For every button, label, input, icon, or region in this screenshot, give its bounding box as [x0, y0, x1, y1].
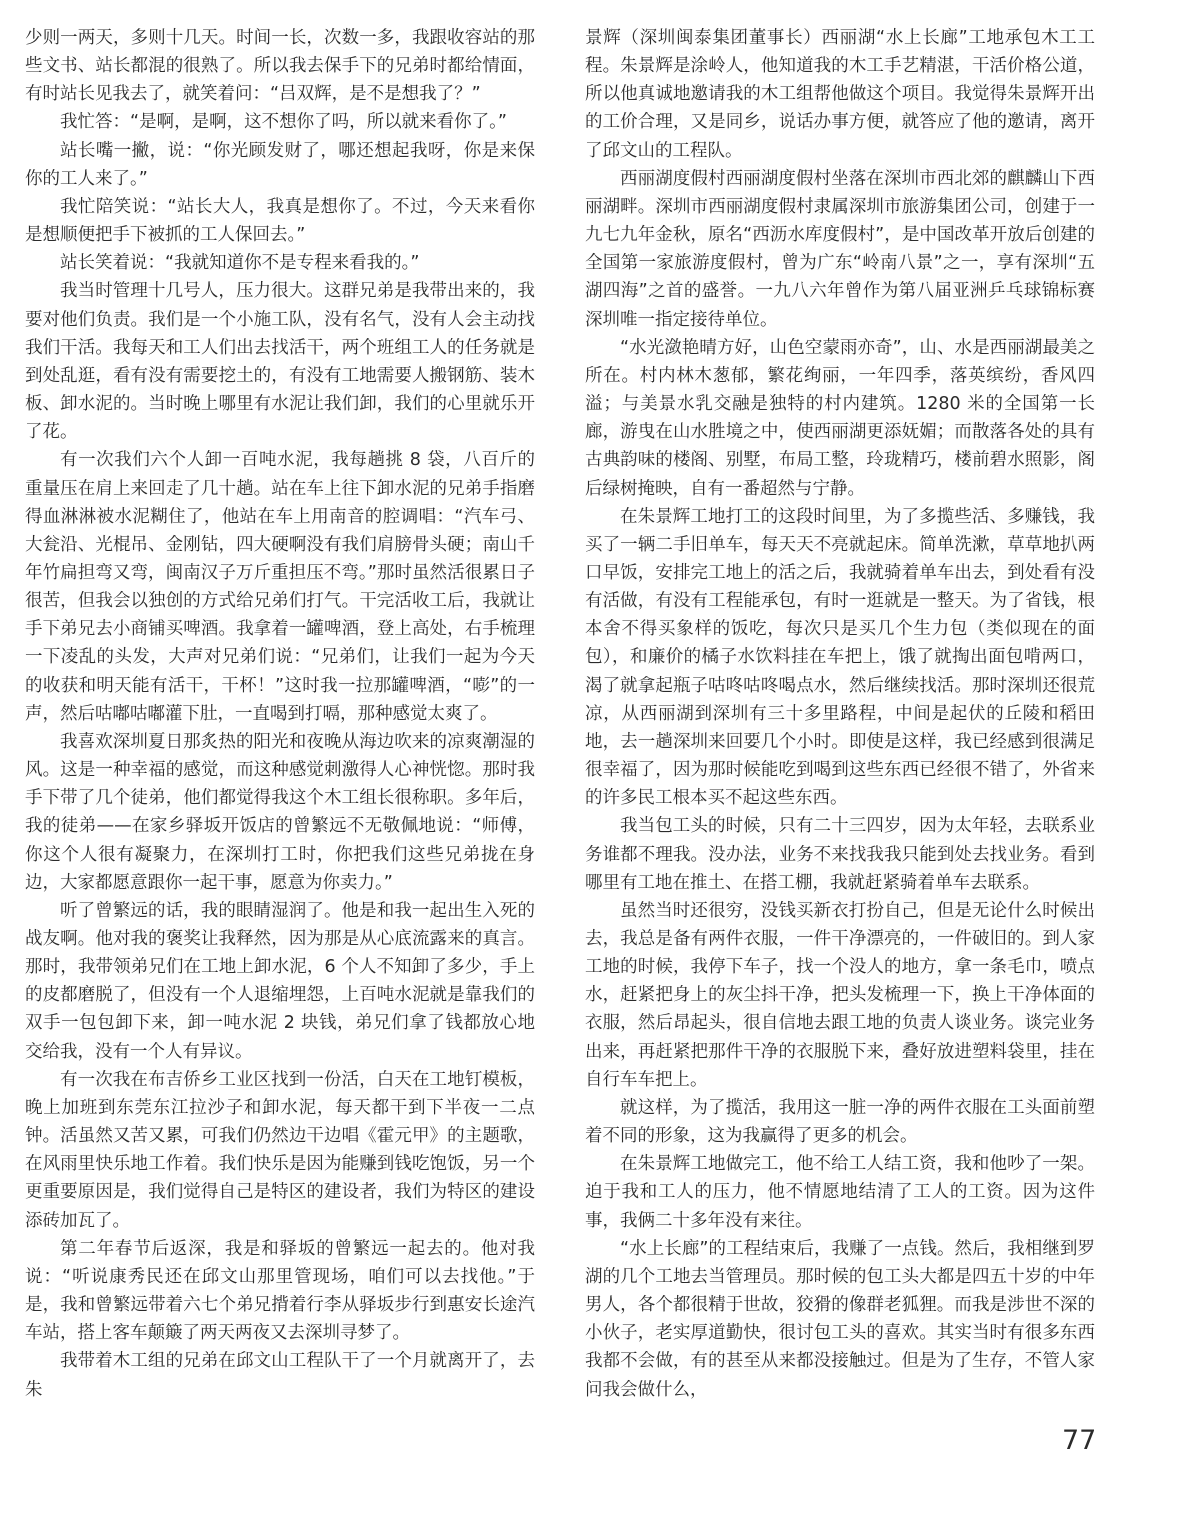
paragraph: “水上长廊”的工程结束后，我赚了一点钱。然后，我相继到罗湖的几个工地去当管理员。那时候的包工头大都是四五十岁的中年男人，各个都很精于世故，狡猾的像群老狐狸。而我是涉世不深的小伙子，老实厚道勤快，很讨包工头的喜欢。其实当时有很多东西我都不会做，有的甚至从来都没接触过。但是为了生存，不管人家问我会做什么， — [585, 1238, 1095, 1400]
page-number: 77 — [1062, 1425, 1097, 1456]
left-text-column — [25, 24, 535, 1404]
paragraph: 我喜欢深圳夏日那炙热的阳光和夜晚从海边吹来的凉爽潮湿的风。这是一种幸福的感觉，而这种感觉刺激得人心神恍惚。那时我手下带了几个徒弟，他们都觉得我这个木工组长很称职。多年后，我的徒弟——在家乡驿坂开饭店的曾繁远不无敬佩地说：“师傅，你这个人很有凝聚力，在深圳打工时，你把我们这些兄弟拢在身边，大家都愿意跟你一起干事，愿意为你卖力。” — [25, 731, 535, 893]
paragraph: 站长嘴一撇，说：“你光顾发财了，哪还想起我呀，你是来保你的工人来了。” — [25, 140, 535, 189]
paragraph: 少则一两天，多则十几天。时间一长，次数一多，我跟收容站的那些文书、站长都混的很熟了。所以我去保手下的兄弟时都给情面，有时站长见我去了，就笑着问：“吕双辉，是不是想我了？” — [25, 28, 535, 105]
paragraph: 在朱景辉工地打工的这段时间里，为了多揽些活、多赚钱，我买了一辆二手旧单车，每天天不亮就起床。简单洗漱，草草地扒两口早饭，安排完工地上的活之后，我就骑着单车出去，到处看有没有活做，有没有工程能承包，有时一逛就是一整天。为了省钱，根本舍不得买象样的饭吃，每次只是买几个生力包（类似现在的面包），和廉价的橘子水饮料挂在车把上，饿了就掏出面包啃两口，渴了就拿起瓶子咕咚咕咚喝点水，然后继续找活。那时深圳还很荒凉，从西丽湖到深圳有三十多里路程，中间是起伏的丘陵和稻田地，去一趟深圳来回要几个小时。即使是这样，我已经感到很满足很幸福了，因为那时候能吃到喝到这些东西已经很不错了，外省来的许多民工根本买不起这些东西。 — [585, 506, 1095, 809]
paragraph: “水光潋艳晴方好，山色空蒙雨亦奇”，山、水是西丽湖最美之所在。村内林木葱郁，繁花绚丽，一年四季，落英缤纷，香风四溢；与美景水乳交融是独特的村内建筑。1280 米的全国第一长廊，游曳在山水胜境之中，使西丽湖更添妩媚；而散落各处的具有古典韵味的楼阁、别墅，布局工整，玲珑精巧，楼前碧水照影，阁后绿树掩映，自有一番超然与宁静。 — [585, 337, 1095, 499]
paragraph: 我当时管理十几号人，压力很大。这群兄弟是我带出来的，我要对他们负责。我们是一个小施工队，没有名气，没有人会主动找我们干活。我每天和工人们出去找活干，两个班组工人的任务就是到处乱逛，看有没有需要挖土的，有没有工地需要人搬钢筋、装木板、卸水泥的。当时晚上哪里有水泥让我们卸，我们的心里就乐开了花。 — [25, 281, 535, 443]
paragraph: 我带着木工组的兄弟在邱文山工程队干了一个月就离开了，去朱 — [25, 1351, 535, 1400]
paragraph: 虽然当时还很穷，没钱买新衣打扮自己，但是无论什么时候出去，我总是备有两件衣服，一件干净漂亮的，一件破旧的。到人家工地的时候，我停下车子，找一个没人的地方，拿一条毛巾，喷点水，赶紧把身上的灰尘抖干净，把头发梳理一下，换上干净体面的衣服，然后昂起头，很自信地去跟工地的负责人谈业务。谈完业务出来，再赶紧把那件干净的衣服脱下来，叠好放进塑料袋里，挂在自行车车把上。 — [585, 900, 1095, 1090]
paragraph: 在朱景辉工地做完工，他不给工人结工资，我和他吵了一架。迫于我和工人的压力，他不情愿地结清了工人的工资。因为这件事，我俩二十多年没有来往。 — [585, 1154, 1095, 1231]
paragraph: 我忙答：“是啊，是啊，这不想你了吗，所以就来看你了。” — [60, 112, 507, 133]
paragraph: 西丽湖度假村西丽湖度假村坐落在深圳市西北郊的麒麟山下西丽湖畔。深圳市西丽湖度假村隶属深圳市旅游集团公司，创建于一九七九年金秋，原名“西沥水库度假村”，是中国改革开放后创建的全国第一家旅游度假村，曾为广东“岭南八景”之一，享有深圳“五湖四海”之首的盛誉。一九八六年曾作为第八届亚洲乒乓球锦标赛深圳唯一指定接待单位。 — [585, 168, 1095, 330]
paragraph: 我忙陪笑说：“站长大人，我真是想你了。不过，今天来看你是想顺便把手下被抓的工人保回去。” — [25, 196, 535, 246]
right-text-column — [585, 24, 1095, 1404]
paragraph: 第二年春节后返深，我是和驿坂的曾繁远一起去的。他对我说：“听说康秀民还在邱文山那里管现场，咱们可以去找他。”于是，我和曾繁远带着六七个弟兄揹着行李从驿坂步行到惠安长途汽车站，搭上客车颠簸了两天两夜又去深圳寻梦了。 — [25, 1238, 535, 1344]
paragraph: 站长笑着说：“我就知道你不是专程来看我的。” — [60, 253, 420, 274]
paragraph: 有一次我们六个人卸一百吨水泥，我每趟挑 8 袋，八百斤的重量压在肩上来回走了几十趟。站在车上往下卸水泥的兄弟手指磨得血淋淋被水泥糊住了，他站在车上用南音的腔调唱：“汽车弓、大瓮沿、光棍吊、金刚钻，四大硬啊没有我们肩膀骨头硬；南山千年竹扁担弯又弯，闽南汉子万斤重担压不弯。”那时虽然活很累日子很苦，但我会以独创的方式给兄弟们打气。干完活收工后，我就让手下弟兄去小商铺买啤酒。我拿着一罐啤酒，登上高处，右手梳理一下凌乱的头发，大声对兄弟们说：“兄弟们，让我们一起为今天的收获和明天能有活干，干杯！”这时我一拉那罐啤酒，“嘭”的一声，然后咕嘟咕嘟灌下肚，一直喝到打嗝，那种感觉太爽了。 — [25, 450, 535, 724]
paragraph: 就这样，为了揽活，我用这一脏一净的两件衣服在工头面前塑着不同的形象，这为我赢得了更多的机会。 — [585, 1097, 1095, 1147]
paragraph: 我当包工头的时候，只有二十三四岁，因为太年轻，去联系业务谁都不理我。没办法，业务不来找我我只能到处去找业务。看到哪里有工地在推土、在搭工棚，我就赶紧骑着单车去联系。 — [585, 816, 1095, 893]
paragraph: 有一次我在布吉侨乡工业区找到一份活，白天在工地钉模板，晚上加班到东莞东江拉沙子和卸水泥，每天都干到下半夜一二点钟。活虽然又苦又累，可我们仍然边干边唱《霍元甲》的主题歌，在风雨里快乐地工作着。我们快乐是因为能赚到钱吃饱饭，另一个更重要原因是，我们觉得自己是特区的建设者，我们为特区的建设添砖加瓦了。 — [25, 1069, 535, 1231]
paragraph: 听了曾繁远的话，我的眼睛湿润了。他是和我一起出生入死的战友啊。他对我的褒奖让我释然，因为那是从心底流露来的真言。那时，我带领弟兄们在工地上卸水泥，6 个人不知卸了多少，手上的皮都磨脱了，但没有一个人退缩埋怨，上百吨水泥就是靠我们的双手一包包卸下来，卸一吨水泥 2 块钱，弟兄们拿了钱都放心地交给我，没有一个人有异议。 — [25, 900, 535, 1062]
paragraph: 景辉（深圳闽泰集团董事长）西丽湖“水上长廊”工地承包木工工程。朱景辉是涂岭人，他知道我的木工手艺精湛，干活价格公道，所以他真诚地邀请我的木工组帮他做这个项目。我觉得朱景辉开出的工价合理，又是同乡，说话办事方便，就答应了他的邀请，离开了邱文山的工程队。 — [585, 28, 1095, 161]
